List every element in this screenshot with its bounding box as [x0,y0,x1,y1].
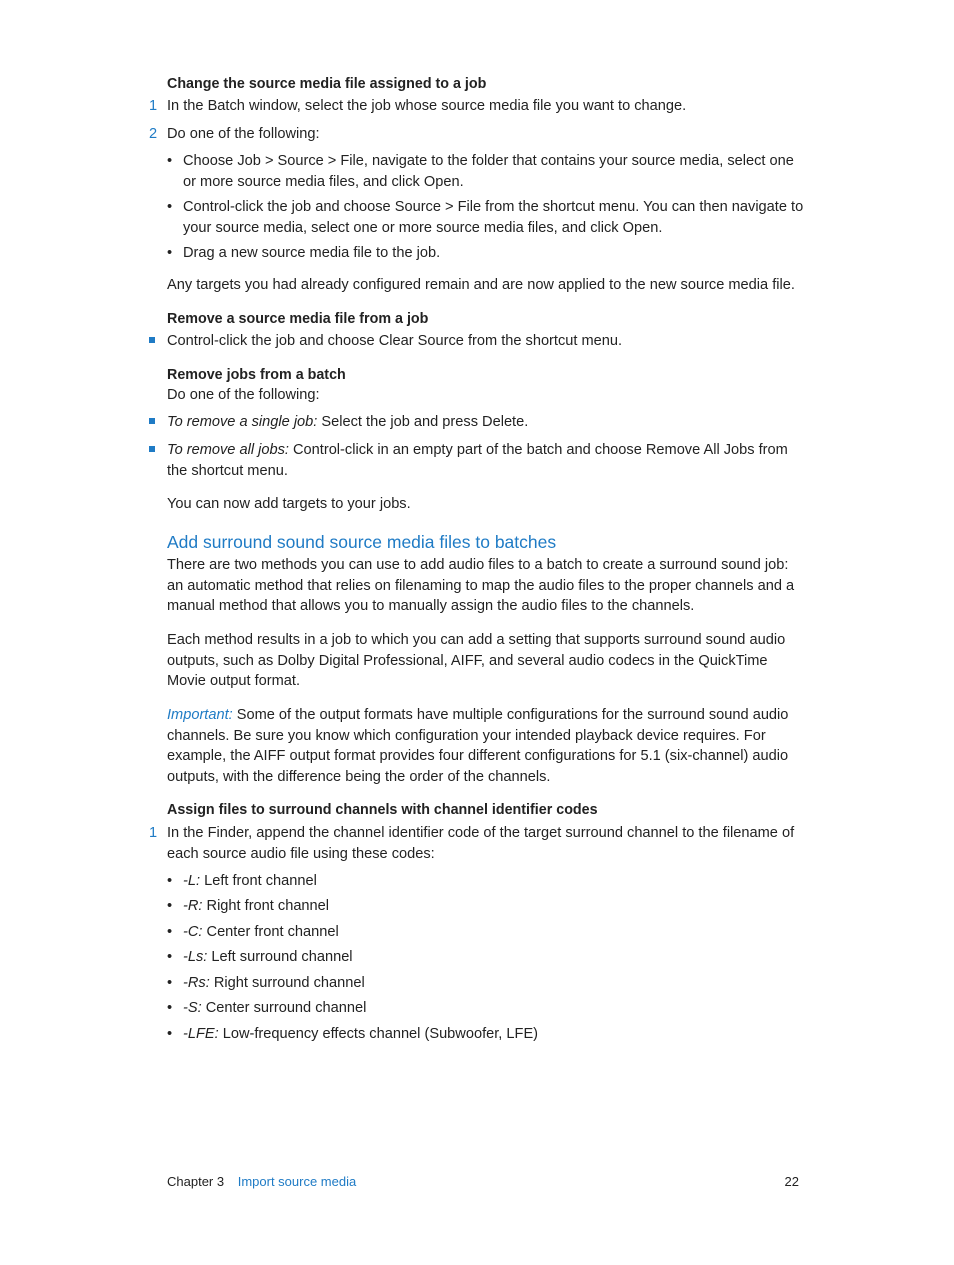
important-label: Important: [167,707,233,723]
bullet-icon: • [167,873,173,889]
square-bullet-icon [149,418,155,424]
code-item [167,973,807,994]
bullet-icon: • [167,245,173,261]
code-item [167,871,807,892]
chapter-label: Chapter 3 [167,1174,225,1189]
bullet-item [167,243,807,264]
code-item [167,947,807,968]
step-number: 2 [149,126,158,142]
paragraph: You can now add targets to your jobs. [167,496,411,512]
bullet-text: Choose Job > Source > File, navigate to the folder that contains your source media, select one or more source media files, and click Open. [183,153,794,190]
heading-remove-jobs: Remove jobs from a batch [167,367,346,383]
paragraph: Do one of the following: [167,387,320,403]
step-1 [149,823,807,864]
bullet-icon: • [167,1026,173,1042]
square-bullet-icon [149,337,155,343]
section-title: Add surround sound source media files to batches [167,532,557,552]
step-text: Do one of the following: [167,126,320,142]
paragraph: There are two methods you can use to add audio files to a batch to create a surround sound job: an automatic method that relies on filenaming to map the audio files to the proper channels and a manual method that allows you to manually assign the audio files to the channels. [167,557,795,614]
paragraph: Each method results in a job to which you can add a setting that supports surround sound audio outputs, such as Dolby Digital Professional, AIFF, and several audio codecs in the QuickTime Movie output format. [167,632,786,689]
channel-code: -S: [183,1000,202,1016]
channel-code: -C: [183,924,203,940]
bullet-icon: • [167,924,173,940]
code-item [167,998,807,1019]
list-item-text: Control-click in an empty part of the batch and choose Remove All Jobs from the shortcut menu. [167,442,788,479]
list-item [167,412,807,433]
important-note [167,705,807,787]
step-text: In the Batch window, select the job whose source media file you want to change. [167,98,687,114]
step-text: In the Finder, append the channel identifier code of the target surround channel to the filename of each source audio file using these codes: [167,825,795,862]
important-text: Some of the output formats have multiple configurations for the surround sound audio channels. Be sure you know which configuration your intended playback device requires. For example, the AIFF output format provides four different configurations for 5.1 (six-channel) audio outputs, with the difference being the order of the channels. [167,707,789,785]
list-item-text: Select the job and press Delete. [317,414,529,430]
step-number: 1 [149,825,158,841]
step-1 [149,96,807,117]
heading-remove-source: Remove a source media file from a job [167,311,429,327]
code-item [167,1024,807,1045]
square-bullet-icon [149,446,155,452]
list-item [167,440,807,481]
page-number: 22 [784,1174,799,1189]
bullet-text: Drag a new source media file to the job. [183,245,441,261]
list-item-lead: To remove a single job: [167,414,318,430]
channel-code: -L: [183,873,201,889]
step-2 [149,124,807,145]
paragraph: Any targets you had already configured remain and are now applied to the new source media file. [167,277,795,293]
bullet-icon: • [167,898,173,914]
chapter-title-link[interactable]: Import source media [237,1174,357,1189]
bullet-icon: • [167,949,173,965]
bullet-icon: • [167,199,173,215]
bullet-text: Control-click the job and choose Source > File from the shortcut menu. You can then navigate to your source media, select one or more source media files, and click Open. [183,199,804,236]
channel-desc: Center surround channel [201,1000,367,1016]
bullet-item [167,151,807,192]
channel-desc: Center front channel [202,924,339,940]
channel-code: -Rs: [183,975,210,991]
channel-desc: Right surround channel [209,975,365,991]
channel-code: -R: [183,898,203,914]
code-item [167,922,807,943]
heading-change-source: Change the source media file assigned to a job [167,76,487,92]
code-item [167,896,807,917]
channel-desc: Low-frequency effects channel (Subwoofer, LFE) [218,1026,539,1042]
footer-chapter [167,1173,356,1191]
channel-desc: Right front channel [202,898,330,914]
channel-desc: Left surround channel [207,949,353,965]
bullet-icon: • [167,1000,173,1016]
list-item-lead: To remove all jobs: [167,442,289,458]
channel-desc: Left front channel [200,873,317,889]
bullet-icon: • [167,153,173,169]
list-item-text: Control-click the job and choose Clear Source from the shortcut menu. [167,333,623,349]
step-number: 1 [149,98,158,114]
channel-code: -LFE: [183,1026,219,1042]
heading-assign-files: Assign files to surround channels with channel identifier codes [167,802,598,818]
bullet-icon: • [167,975,173,991]
list-item [167,331,807,352]
channel-code: -Ls: [183,949,208,965]
bullet-item [167,197,807,238]
